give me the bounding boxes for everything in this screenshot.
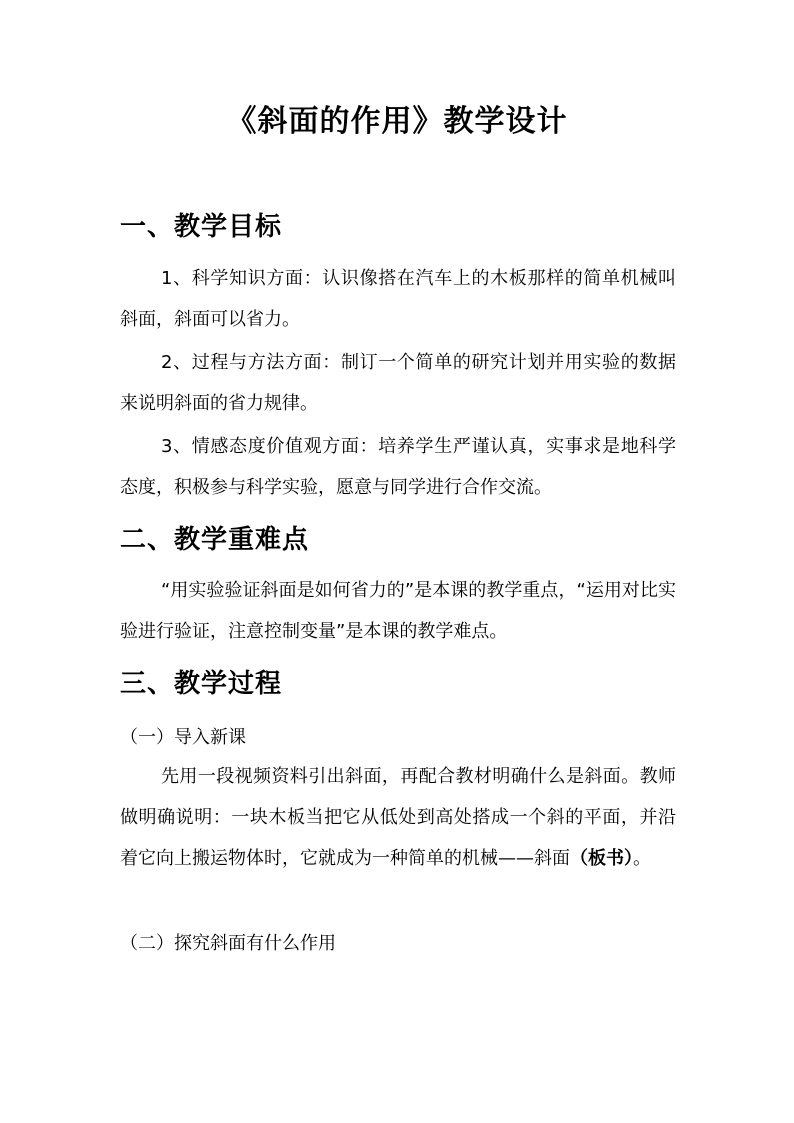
introduction-paragraph-text: 先用一段视频资料引出斜面，再配合教材明确什么是斜面。教师做明确说明：一块木板当把它从低处到高处搭成一个斜的平面，并沿着它向上搬运物体时，它就成为一种简单的机械——斜面 [120,766,676,869]
key-difficult-points-paragraph: “用实验验证斜面是如何省力的”是本课的教学重点，“运用对比实验进行验证，注意控制变量”是本课的教学难点。 [120,580,676,642]
section-heading-teaching-process: 三、教学过程 [120,669,283,699]
section-heading-key-difficult-points: 二、教学重难点 [120,525,310,555]
objective-knowledge-paragraph: 1、科学知识方面：认识像搭在汽车上的木板那样的简单机械叫斜面，斜面可以省力。 [120,268,676,330]
document-title: 《斜面的作用》教学设计 [226,104,568,139]
section-heading-teaching-objectives: 一、教学目标 [120,212,283,242]
subsection-heading-introduction: （一）导入新课 [120,727,246,748]
blackboard-note: （板书） [570,848,633,869]
objective-process-method-paragraph: 2、过程与方法方面：制订一个简单的研究计划并用实验的数据来说明斜面的省力规律。 [120,352,676,414]
subsection-heading-explore-function: （二）探究斜面有什么作用 [120,933,336,954]
introduction-paragraph-end: 。 [633,848,651,869]
introduction-paragraph [120,756,676,879]
objective-attitude-paragraph: 3、情感态度价值观方面：培养学生严谨认真，实事求是地科学态度，积极参与科学实验，愿意与同学进行合作交流。 [120,436,676,498]
